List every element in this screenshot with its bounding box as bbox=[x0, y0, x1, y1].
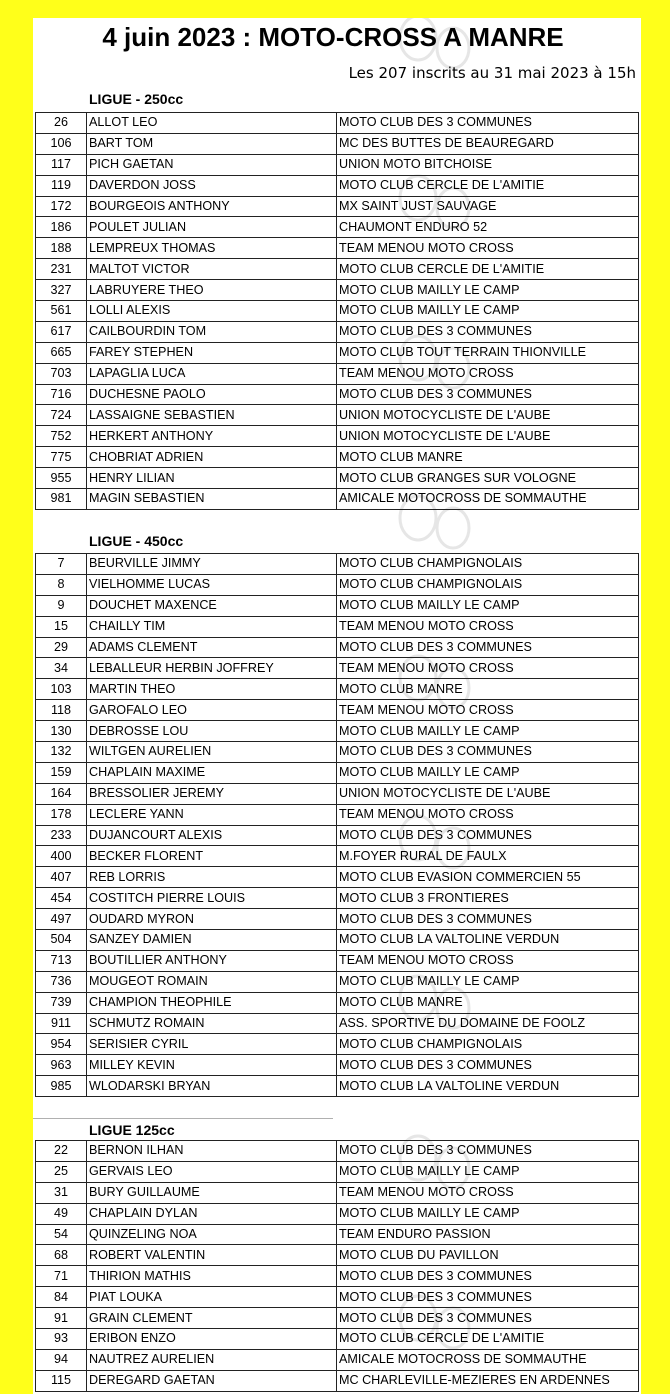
rider-club: CHAUMONT ENDURO 52 bbox=[337, 217, 639, 238]
rider-name: WILTGEN AURELIEN bbox=[87, 742, 337, 763]
rider-name: GERVAIS LEO bbox=[87, 1161, 337, 1182]
table-row bbox=[36, 468, 639, 489]
rider-club: AMICALE MOTOCROSS DE SOMMAUTHE bbox=[337, 1349, 639, 1370]
rider-number: 504 bbox=[36, 930, 87, 951]
rider-number: 713 bbox=[36, 950, 87, 971]
rider-club: MOTO CLUB MAILLY LE CAMP bbox=[337, 595, 639, 616]
rider-number: 22 bbox=[36, 1141, 87, 1162]
rider-name: HENRY LILIAN bbox=[87, 468, 337, 489]
rider-name: MILLEY KEVIN bbox=[87, 1055, 337, 1076]
table-row bbox=[36, 196, 639, 217]
rider-club: MOTO CLUB MAILLY LE CAMP bbox=[337, 280, 639, 301]
rider-name: DUCHESNE PAOLO bbox=[87, 384, 337, 405]
rider-name: WLODARSKI BRYAN bbox=[87, 1076, 337, 1097]
rider-number: 15 bbox=[36, 616, 87, 637]
table-row bbox=[36, 825, 639, 846]
rider-number: 115 bbox=[36, 1370, 87, 1391]
section-heading-450cc bbox=[33, 530, 333, 554]
table-body bbox=[36, 554, 639, 1097]
rider-name: BART TOM bbox=[87, 133, 337, 154]
rider-club: MOTO CLUB DES 3 COMMUNES bbox=[337, 1266, 639, 1287]
rider-club: MOTO CLUB DES 3 COMMUNES bbox=[337, 825, 639, 846]
rider-number: 54 bbox=[36, 1224, 87, 1245]
rider-club: MOTO CLUB CHAMPIGNOLAIS bbox=[337, 574, 639, 595]
rider-club: UNION MOTOCYCLISTE DE L'AUBE bbox=[337, 405, 639, 426]
rider-number: 132 bbox=[36, 742, 87, 763]
rider-club: UNION MOTO BITCHOISE bbox=[337, 154, 639, 175]
rider-name: DEBROSSE LOU bbox=[87, 721, 337, 742]
rider-club: TEAM MENOU MOTO CROSS bbox=[337, 238, 639, 259]
table-row bbox=[36, 909, 639, 930]
rider-number: 25 bbox=[36, 1161, 87, 1182]
rider-name: LAPAGLIA LUCA bbox=[87, 363, 337, 384]
rider-number: 94 bbox=[36, 1349, 87, 1370]
rider-club: MOTO CLUB 3 FRONTIERES bbox=[337, 888, 639, 909]
rider-number: 186 bbox=[36, 217, 87, 238]
rider-club: MOTO CLUB MAILLY LE CAMP bbox=[337, 971, 639, 992]
rider-name: DEREGARD GAETAN bbox=[87, 1370, 337, 1391]
document-sheet bbox=[33, 18, 641, 1394]
rider-name: ALLOT LEO bbox=[87, 113, 337, 134]
rider-club: ASS. SPORTIVE DU DOMAINE DE FOOLZ bbox=[337, 1013, 639, 1034]
rider-name: BECKER FLORENT bbox=[87, 846, 337, 867]
table-row bbox=[36, 1141, 639, 1162]
rider-name: BEURVILLE JIMMY bbox=[87, 554, 337, 575]
rider-number: 233 bbox=[36, 825, 87, 846]
rider-number: 130 bbox=[36, 721, 87, 742]
section-label: LIGUE 125cc bbox=[89, 1122, 175, 1138]
rider-name: SERISIER CYRIL bbox=[87, 1034, 337, 1055]
rider-club: AMICALE MOTOCROSS DE SOMMAUTHE bbox=[337, 489, 639, 510]
rider-number: 752 bbox=[36, 426, 87, 447]
table-250cc bbox=[35, 112, 639, 510]
rider-club: MX SAINT JUST SAUVAGE bbox=[337, 196, 639, 217]
table-row bbox=[36, 133, 639, 154]
rider-number: 963 bbox=[36, 1055, 87, 1076]
rider-club: MOTO CLUB MAILLY LE CAMP bbox=[337, 1161, 639, 1182]
rider-number: 497 bbox=[36, 909, 87, 930]
table-row bbox=[36, 554, 639, 575]
table-row bbox=[36, 1055, 639, 1076]
rider-club: TEAM MENOU MOTO CROSS bbox=[337, 658, 639, 679]
section-heading-250cc bbox=[33, 88, 333, 112]
rider-name: BERNON ILHAN bbox=[87, 1141, 337, 1162]
rider-number: 7 bbox=[36, 554, 87, 575]
rider-number: 118 bbox=[36, 700, 87, 721]
rider-number: 188 bbox=[36, 238, 87, 259]
rider-club: UNION MOTOCYCLISTE DE L'AUBE bbox=[337, 783, 639, 804]
table-row bbox=[36, 1349, 639, 1370]
rider-club: MC DES BUTTES DE BEAUREGARD bbox=[337, 133, 639, 154]
rider-number: 178 bbox=[36, 804, 87, 825]
rider-number: 68 bbox=[36, 1245, 87, 1266]
rider-name: PIAT LOUKA bbox=[87, 1287, 337, 1308]
rider-number: 724 bbox=[36, 405, 87, 426]
table-row bbox=[36, 1161, 639, 1182]
rider-club: MOTO CLUB DES 3 COMMUNES bbox=[337, 1308, 639, 1329]
rider-club: TEAM ENDURO PASSION bbox=[337, 1224, 639, 1245]
rider-club: MOTO CLUB DES 3 COMMUNES bbox=[337, 637, 639, 658]
rider-name: LOLLI ALEXIS bbox=[87, 301, 337, 322]
table-row bbox=[36, 971, 639, 992]
rider-club: MOTO CLUB DES 3 COMMUNES bbox=[337, 1287, 639, 1308]
table-row bbox=[36, 321, 639, 342]
rider-name: MAGIN SEBASTIEN bbox=[87, 489, 337, 510]
rider-number: 716 bbox=[36, 384, 87, 405]
rider-name: GRAIN CLEMENT bbox=[87, 1308, 337, 1329]
table-row bbox=[36, 637, 639, 658]
rider-name: THIRION MATHIS bbox=[87, 1266, 337, 1287]
rider-number: 172 bbox=[36, 196, 87, 217]
rider-name: SANZEY DAMIEN bbox=[87, 930, 337, 951]
rider-number: 736 bbox=[36, 971, 87, 992]
rider-number: 29 bbox=[36, 637, 87, 658]
rider-number: 31 bbox=[36, 1182, 87, 1203]
table-row bbox=[36, 846, 639, 867]
table-row bbox=[36, 1182, 639, 1203]
rider-number: 119 bbox=[36, 175, 87, 196]
rider-name: DAVERDON JOSS bbox=[87, 175, 337, 196]
rider-club: MOTO CLUB MANRE bbox=[337, 992, 639, 1013]
rider-club: TEAM MENOU MOTO CROSS bbox=[337, 1182, 639, 1203]
rider-name: LECLERE YANN bbox=[87, 804, 337, 825]
rider-name: LASSAIGNE SEBASTIEN bbox=[87, 405, 337, 426]
section-label: LIGUE - 250cc bbox=[89, 91, 184, 107]
page-title: 4 juin 2023 : MOTO-CROSS A MANRE bbox=[102, 22, 564, 52]
rider-club: MOTO CLUB MAILLY LE CAMP bbox=[337, 721, 639, 742]
table-row bbox=[36, 363, 639, 384]
table-row bbox=[36, 658, 639, 679]
rider-number: 911 bbox=[36, 1013, 87, 1034]
rider-number: 454 bbox=[36, 888, 87, 909]
rider-club: MOTO CLUB GRANGES SUR VOLOGNE bbox=[337, 468, 639, 489]
rider-name: MARTIN THEO bbox=[87, 679, 337, 700]
rider-number: 955 bbox=[36, 468, 87, 489]
rider-name: COSTITCH PIERRE LOUIS bbox=[87, 888, 337, 909]
rider-club: M.FOYER RURAL DE FAULX bbox=[337, 846, 639, 867]
rider-name: CHOBRIAT ADRIEN bbox=[87, 447, 337, 468]
rider-club: MOTO CLUB DES 3 COMMUNES bbox=[337, 742, 639, 763]
table-row bbox=[36, 1224, 639, 1245]
table-row bbox=[36, 1287, 639, 1308]
table-row bbox=[36, 1203, 639, 1224]
table-row bbox=[36, 950, 639, 971]
table-row bbox=[36, 783, 639, 804]
rider-club: MOTO CLUB DES 3 COMMUNES bbox=[337, 1141, 639, 1162]
rider-name: CHAILLY TIM bbox=[87, 616, 337, 637]
table-450cc bbox=[35, 553, 639, 1097]
rider-name: ERIBON ENZO bbox=[87, 1329, 337, 1350]
table-row bbox=[36, 700, 639, 721]
rider-name: GAROFALO LEO bbox=[87, 700, 337, 721]
rider-name: DOUCHET MAXENCE bbox=[87, 595, 337, 616]
rider-name: CHAPLAIN MAXIME bbox=[87, 762, 337, 783]
page-subtitle: Les 207 inscrits au 31 mai 2023 à 15h bbox=[348, 64, 636, 82]
rider-name: VIELHOMME LUCAS bbox=[87, 574, 337, 595]
rider-club: MOTO CLUB CERCLE DE L'AMITIE bbox=[337, 259, 639, 280]
rider-number: 9 bbox=[36, 595, 87, 616]
table-row bbox=[36, 280, 639, 301]
table-row bbox=[36, 930, 639, 951]
table-row bbox=[36, 1034, 639, 1055]
table-row bbox=[36, 1266, 639, 1287]
rider-club: MOTO CLUB CHAMPIGNOLAIS bbox=[337, 1034, 639, 1055]
rider-club: MOTO CLUB DES 3 COMMUNES bbox=[337, 1055, 639, 1076]
rider-name: OUDARD MYRON bbox=[87, 909, 337, 930]
rider-name: BURY GUILLAUME bbox=[87, 1182, 337, 1203]
rider-number: 400 bbox=[36, 846, 87, 867]
rider-number: 71 bbox=[36, 1266, 87, 1287]
rider-club: TEAM MENOU MOTO CROSS bbox=[337, 700, 639, 721]
rider-name: DUJANCOURT ALEXIS bbox=[87, 825, 337, 846]
rider-club: MOTO CLUB MANRE bbox=[337, 679, 639, 700]
rider-number: 617 bbox=[36, 321, 87, 342]
section-heading-125cc bbox=[33, 1118, 333, 1141]
table-row bbox=[36, 888, 639, 909]
rider-name: ADAMS CLEMENT bbox=[87, 637, 337, 658]
rider-name: MOUGEOT ROMAIN bbox=[87, 971, 337, 992]
rider-number: 34 bbox=[36, 658, 87, 679]
rider-name: LEMPREUX THOMAS bbox=[87, 238, 337, 259]
rider-number: 981 bbox=[36, 489, 87, 510]
rider-club: MOTO CLUB DES 3 COMMUNES bbox=[337, 384, 639, 405]
rider-number: 106 bbox=[36, 133, 87, 154]
rider-name: ROBERT VALENTIN bbox=[87, 1245, 337, 1266]
table-row bbox=[36, 1245, 639, 1266]
rider-number: 985 bbox=[36, 1076, 87, 1097]
rider-club: MOTO CLUB DU PAVILLON bbox=[337, 1245, 639, 1266]
rider-number: 775 bbox=[36, 447, 87, 468]
table-row bbox=[36, 762, 639, 783]
rider-club: TEAM MENOU MOTO CROSS bbox=[337, 804, 639, 825]
rider-club: MOTO CLUB LA VALTOLINE VERDUN bbox=[337, 930, 639, 951]
table-row bbox=[36, 489, 639, 510]
table-row bbox=[36, 1076, 639, 1097]
table-row bbox=[36, 301, 639, 322]
table-row bbox=[36, 867, 639, 888]
table-row bbox=[36, 342, 639, 363]
rider-number: 49 bbox=[36, 1203, 87, 1224]
rider-name: MALTOT VICTOR bbox=[87, 259, 337, 280]
table-row bbox=[36, 595, 639, 616]
table-row bbox=[36, 616, 639, 637]
table-row bbox=[36, 384, 639, 405]
table-row bbox=[36, 1308, 639, 1329]
rider-club: MOTO CLUB CERCLE DE L'AMITIE bbox=[337, 1329, 639, 1350]
rider-club: MOTO CLUB EVASION COMMERCIEN 55 bbox=[337, 867, 639, 888]
rider-club: MOTO CLUB LA VALTOLINE VERDUN bbox=[337, 1076, 639, 1097]
table-row bbox=[36, 721, 639, 742]
rider-name: POULET JULIAN bbox=[87, 217, 337, 238]
table-row bbox=[36, 992, 639, 1013]
table-row bbox=[36, 574, 639, 595]
rider-name: BOURGEOIS ANTHONY bbox=[87, 196, 337, 217]
rider-name: HERKERT ANTHONY bbox=[87, 426, 337, 447]
section-label: LIGUE - 450cc bbox=[89, 533, 184, 549]
table-row bbox=[36, 804, 639, 825]
rider-number: 739 bbox=[36, 992, 87, 1013]
rider-club: MOTO CLUB MAILLY LE CAMP bbox=[337, 301, 639, 322]
rider-club: TEAM MENOU MOTO CROSS bbox=[337, 616, 639, 637]
table-row bbox=[36, 447, 639, 468]
table-row bbox=[36, 1329, 639, 1350]
rider-number: 117 bbox=[36, 154, 87, 175]
table-row bbox=[36, 154, 639, 175]
rider-name: CHAPLAIN DYLAN bbox=[87, 1203, 337, 1224]
rider-club: MOTO CLUB DES 3 COMMUNES bbox=[337, 113, 639, 134]
rider-club: MOTO CLUB MAILLY LE CAMP bbox=[337, 762, 639, 783]
rider-number: 84 bbox=[36, 1287, 87, 1308]
rider-name: CAILBOURDIN TOM bbox=[87, 321, 337, 342]
rider-club: MOTO CLUB DES 3 COMMUNES bbox=[337, 321, 639, 342]
table-body bbox=[36, 1141, 639, 1392]
rider-club: MOTO CLUB MAILLY LE CAMP bbox=[337, 1203, 639, 1224]
rider-club: MOTO CLUB MANRE bbox=[337, 447, 639, 468]
rider-club: TEAM MENOU MOTO CROSS bbox=[337, 950, 639, 971]
table-row bbox=[36, 742, 639, 763]
table-row bbox=[36, 426, 639, 447]
table-row bbox=[36, 405, 639, 426]
rider-name: LABRUYERE THEO bbox=[87, 280, 337, 301]
rider-number: 93 bbox=[36, 1329, 87, 1350]
rider-club: MOTO CLUB DES 3 COMMUNES bbox=[337, 909, 639, 930]
table-row bbox=[36, 175, 639, 196]
table-row bbox=[36, 113, 639, 134]
rider-number: 26 bbox=[36, 113, 87, 134]
rider-number: 665 bbox=[36, 342, 87, 363]
rider-club: MC CHARLEVILLE-MEZIERES EN ARDENNES bbox=[337, 1370, 639, 1391]
table-row bbox=[36, 238, 639, 259]
rider-name: NAUTREZ AURELIEN bbox=[87, 1349, 337, 1370]
rider-number: 159 bbox=[36, 762, 87, 783]
table-row bbox=[36, 217, 639, 238]
rider-number: 8 bbox=[36, 574, 87, 595]
rider-number: 231 bbox=[36, 259, 87, 280]
rider-number: 954 bbox=[36, 1034, 87, 1055]
rider-name: BRESSOLIER JEREMY bbox=[87, 783, 337, 804]
rider-club: TEAM MENOU MOTO CROSS bbox=[337, 363, 639, 384]
rider-name: FAREY STEPHEN bbox=[87, 342, 337, 363]
rider-name: BOUTILLIER ANTHONY bbox=[87, 950, 337, 971]
rider-number: 327 bbox=[36, 280, 87, 301]
table-row bbox=[36, 1013, 639, 1034]
table-row bbox=[36, 679, 639, 700]
rider-number: 407 bbox=[36, 867, 87, 888]
table-row bbox=[36, 259, 639, 280]
rider-number: 103 bbox=[36, 679, 87, 700]
rider-name: PICH GAETAN bbox=[87, 154, 337, 175]
rider-club: UNION MOTOCYCLISTE DE L'AUBE bbox=[337, 426, 639, 447]
table-body bbox=[36, 113, 639, 510]
rider-number: 703 bbox=[36, 363, 87, 384]
rider-number: 164 bbox=[36, 783, 87, 804]
rider-name: QUINZELING NOA bbox=[87, 1224, 337, 1245]
rider-name: REB LORRIS bbox=[87, 867, 337, 888]
rider-club: MOTO CLUB CERCLE DE L'AMITIE bbox=[337, 175, 639, 196]
rider-name: SCHMUTZ ROMAIN bbox=[87, 1013, 337, 1034]
rider-club: MOTO CLUB TOUT TERRAIN THIONVILLE bbox=[337, 342, 639, 363]
table-125cc bbox=[35, 1140, 639, 1392]
rider-number: 561 bbox=[36, 301, 87, 322]
rider-name: CHAMPION THEOPHILE bbox=[87, 992, 337, 1013]
rider-number: 91 bbox=[36, 1308, 87, 1329]
rider-club: MOTO CLUB CHAMPIGNOLAIS bbox=[337, 554, 639, 575]
rider-name: LEBALLEUR HERBIN JOFFREY bbox=[87, 658, 337, 679]
table-row bbox=[36, 1370, 639, 1391]
